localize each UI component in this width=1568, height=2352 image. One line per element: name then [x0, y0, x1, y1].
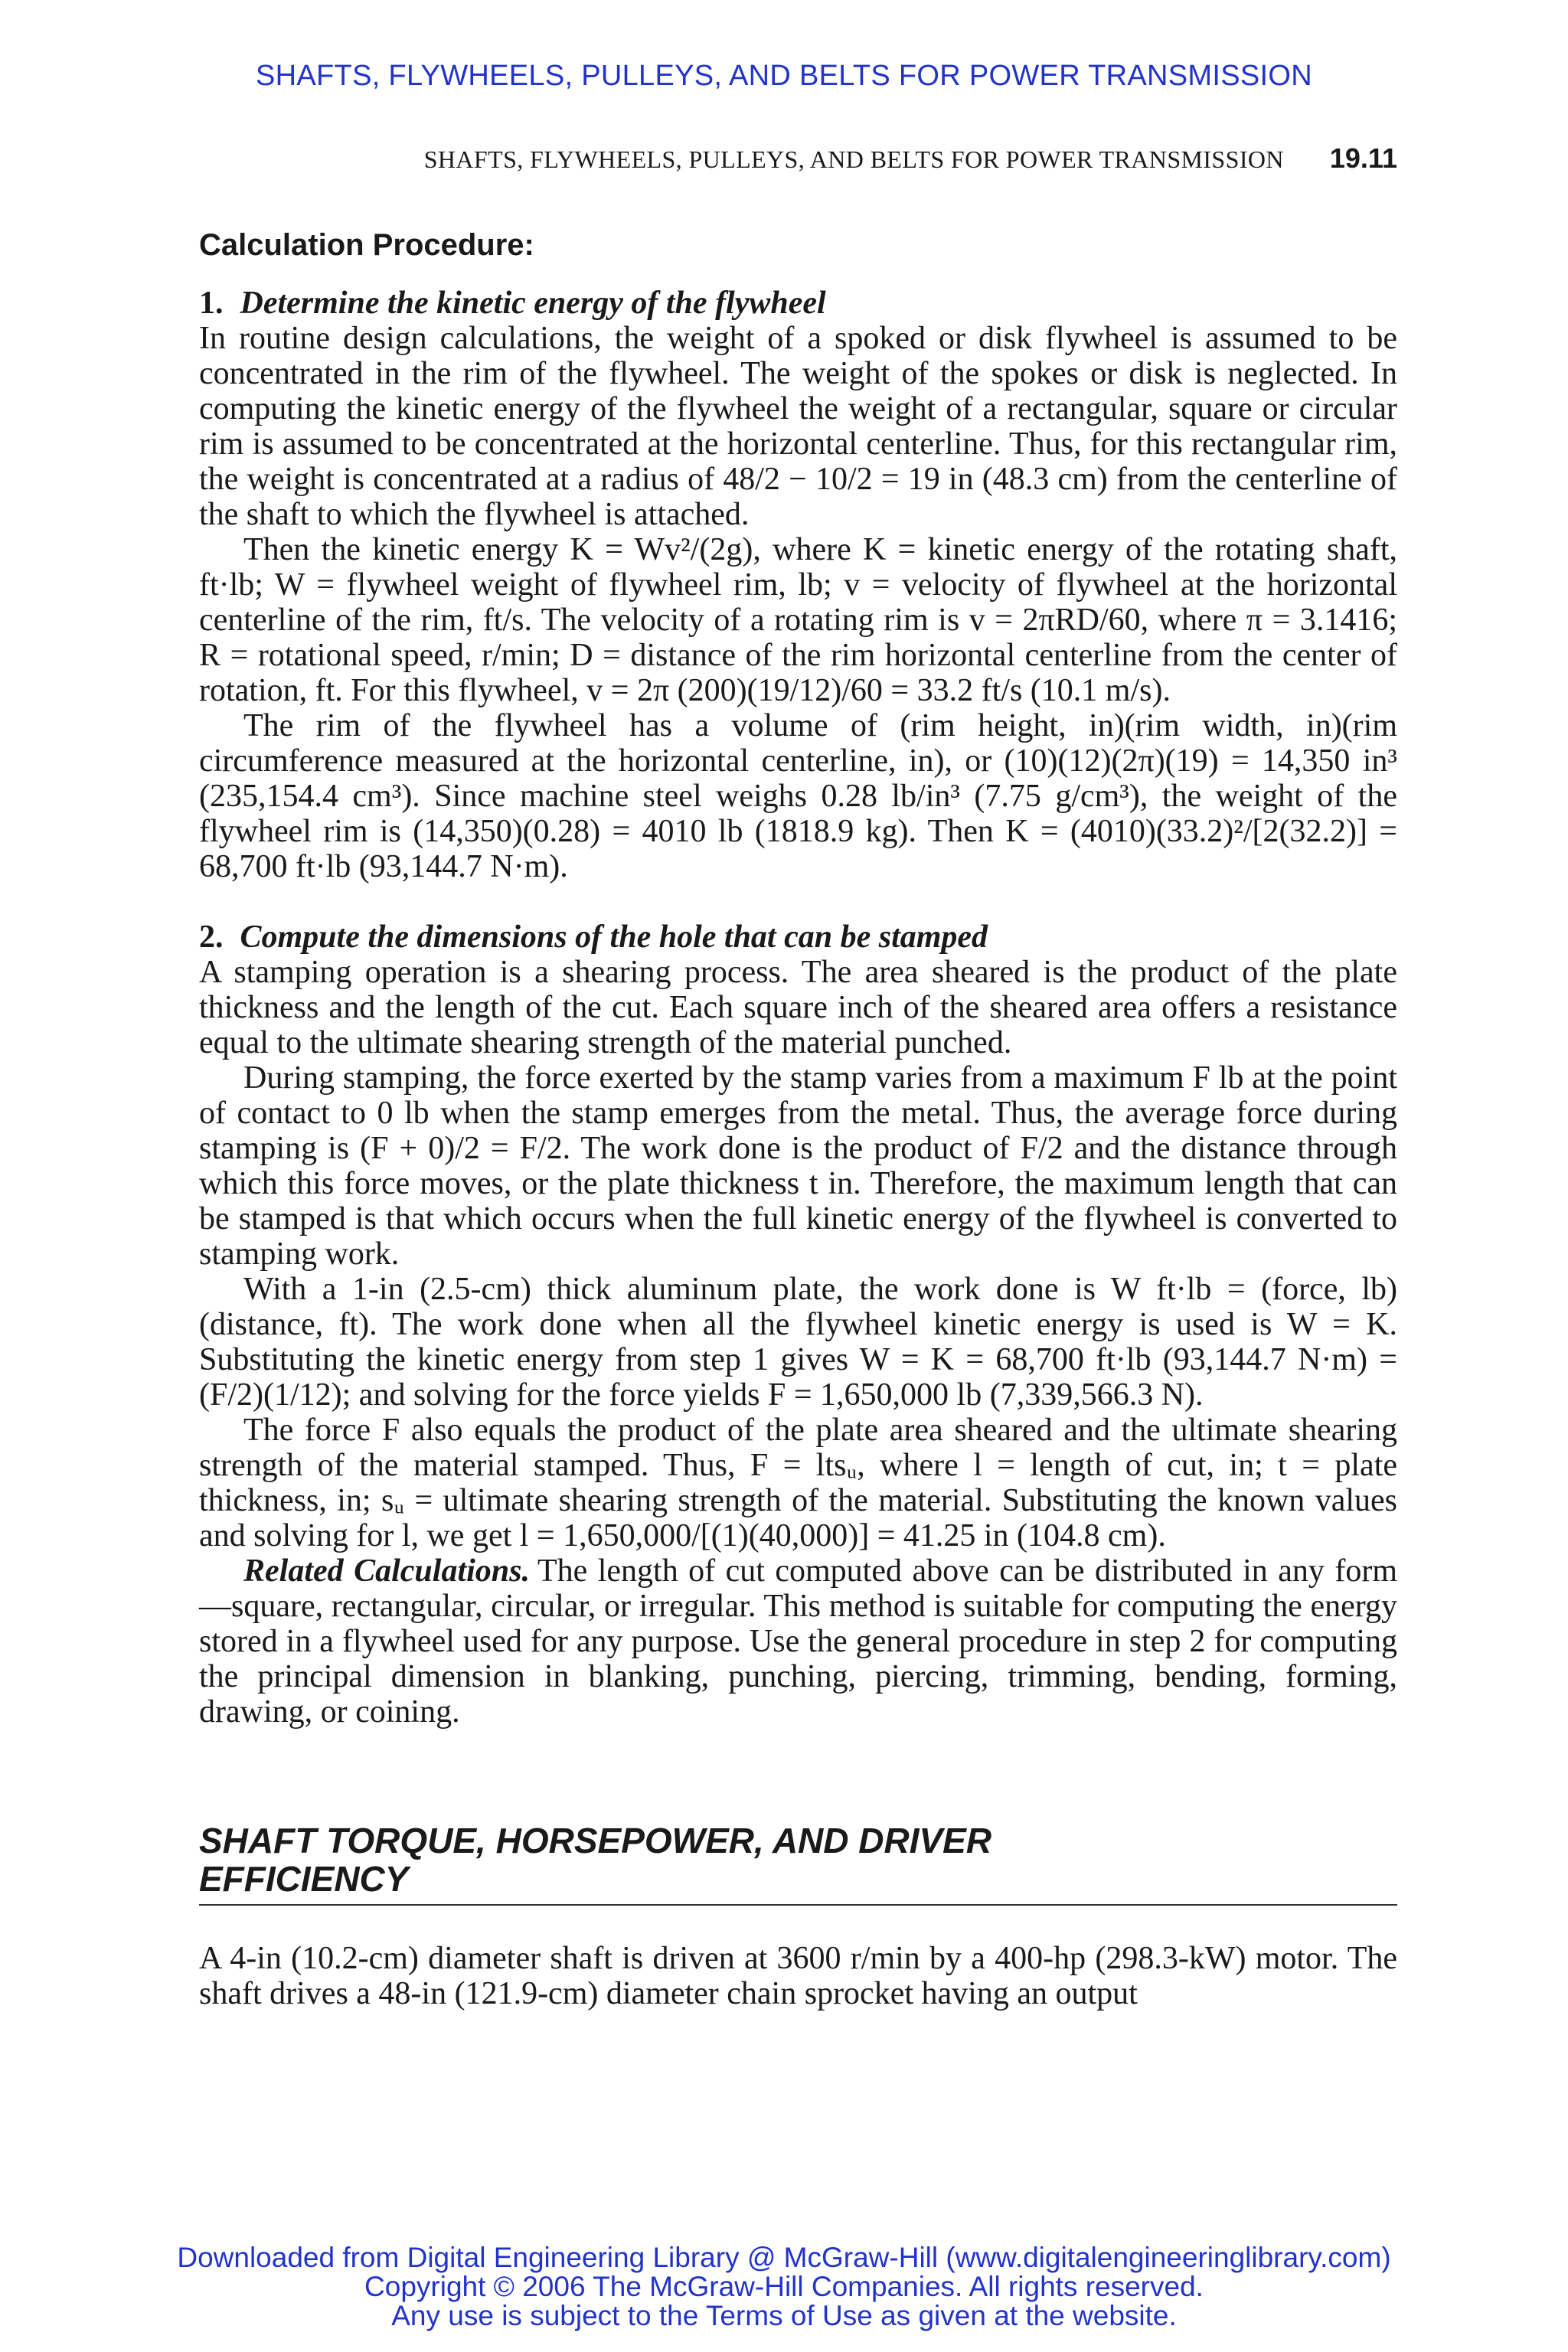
paragraph: With a 1-in (2.5-cm) thick aluminum plate, the work done is W ft·lb = (force, lb)(distance, ft). The work done when all the flywheel kinetic energy is used is W = K. Substituting the kinetic energy from step 1 gives W = K = 68,700 ft·lb (93,144.7 N·m) = (F/2)(1/12); and solving for the force yields F = 1,650,000 lb (7,339,566.3 N).	[199, 1272, 1397, 1413]
page-body	[199, 228, 1397, 2011]
copyright-footer	[0, 2243, 1568, 2331]
section-rule	[199, 1904, 1397, 1906]
running-head-title: SHAFTS, FLYWHEELS, PULLEYS, AND BELTS FOR POWER TRANSMISSION	[423, 145, 1284, 173]
related-calculations-label: Related Calculations.	[243, 1553, 530, 1589]
related-calculations-text: The length of cut computed above can be distributed in any form—square, rectangular, circular, or irregular. This method is suitable for computing the energy stored in a flywheel used for any purpose. Use the general procedure in step 2 for computing the principal dimension in blanking, punching, piercing, trimming, bending, forming, drawing, or coining.	[199, 1553, 1397, 1730]
procedure-heading: Calculation Procedure:	[199, 228, 534, 262]
step-number: 1.	[199, 286, 224, 321]
section-intro-paragraph: A 4-in (10.2-cm) diameter shaft is driven at 3600 r/min by a 400-hp (298.3-kW) motor. The shaft drives a 48-in (121.9-cm) diameter chain sprocket having an output	[199, 1941, 1397, 2011]
paragraph: The rim of the flywheel has a volume of (rim height, in)(rim width, in)(rim circumference measured at the horizontal centerline, in), or (10)(12)(2π)(19) = 14,350 in³ (235,154.4 cm³). Since machine steel weighs 0.28 lb/in³ (7.75 g/cm³), the weight of the flywheel rim is (14,350)(0.28) = 4010 lb (1818.9 kg). Then K = (4010)(33.2)²/[2(32.2)] = 68,700 ft·lb (93,144.7 N·m).	[199, 708, 1397, 884]
page-number: 19.11	[1329, 142, 1397, 174]
section-title-line: EFFICIENCY	[199, 1859, 409, 1899]
footer-terms: Any use is subject to the Terms of Use as given at the website.	[391, 2300, 1177, 2331]
step-number: 2.	[199, 920, 224, 955]
paragraph: The force F also equals the product of the plate area sheared and the ultimate shearing strength of the material stamped. Thus, F = ltsᵤ, where l = length of cut, in; t = plate thickness, in; sᵤ = ultimate shearing strength of the material. Substituting the known values and solving for l, we get l = 1,650,000/[(1)(40,000)] = 41.25 in (104.8 cm).	[199, 1413, 1397, 1553]
related-calculations	[199, 1553, 1397, 1730]
document-banner: SHAFTS, FLYWHEELS, PULLEYS, AND BELTS FOR POWER TRANSMISSION	[256, 60, 1312, 92]
paragraph: During stamping, the force exerted by the stamp varies from a maximum F lb at the point of contact to 0 lb when the stamp emerges from the metal. Thus, the average force during stamping is (F + 0)/2 = F/2. The work done is the product of F/2 and the distance through which this force moves, or the plate thickness t in. Therefore, the maximum length that can be stamped is that which occurs when the full kinetic energy of the flywheel is converted to stamping work.	[199, 1060, 1397, 1272]
step-title: Determine the kinetic energy of the flywheel	[240, 286, 826, 321]
step-1-heading	[199, 286, 1397, 321]
footer-download-link[interactable]: Downloaded from Digital Engineering Library @ McGraw-Hill (www.digitalengineeringlibrary.com)	[177, 2242, 1391, 2273]
footer-copyright: Copyright © 2006 The McGraw-Hill Companies. All rights reserved.	[364, 2271, 1204, 2302]
running-head	[199, 142, 1397, 175]
section-title-line: SHAFT TORQUE, HORSEPOWER, AND DRIVER	[199, 1821, 992, 1860]
section-title	[199, 1821, 1397, 1898]
step-title: Compute the dimensions of the hole that can be stamped	[240, 920, 988, 955]
paragraph: A stamping operation is a shearing process. The area sheared is the product of the plate thickness and the length of the cut. Each square inch of the sheared area offers a resistance equal to the ultimate shearing strength of the material punched.	[199, 955, 1397, 1060]
paragraph: Then the kinetic energy K = Wv²/(2g), where K = kinetic energy of the rotating shaft, ft·lb; W = flywheel weight of flywheel rim, lb; v = velocity of flywheel at the horizontal centerline of the rim, ft/s. The velocity of a rotating rim is v = 2πRD/60, where π = 3.1416; R = rotational speed, r/min; D = distance of the rim horizontal centerline from the center of rotation, ft. For this flywheel, v = 2π (200)(19/12)/60 = 33.2 ft/s (10.1 m/s).	[199, 532, 1397, 708]
paragraph: In routine design calculations, the weight of a spoked or disk flywheel is assumed to be concentrated in the rim of the flywheel. The weight of the spokes or disk is neglected. In computing the kinetic energy of the flywheel the weight of a rectangular, square or circular rim is assumed to be concentrated at the horizontal centerline. Thus, for this rectangular rim, the weight is concentrated at a radius of 48/2 − 10/2 = 19 in (48.3 cm) from the centerline of the shaft to which the flywheel is attached.	[199, 321, 1397, 532]
step-2-heading	[199, 920, 1397, 955]
